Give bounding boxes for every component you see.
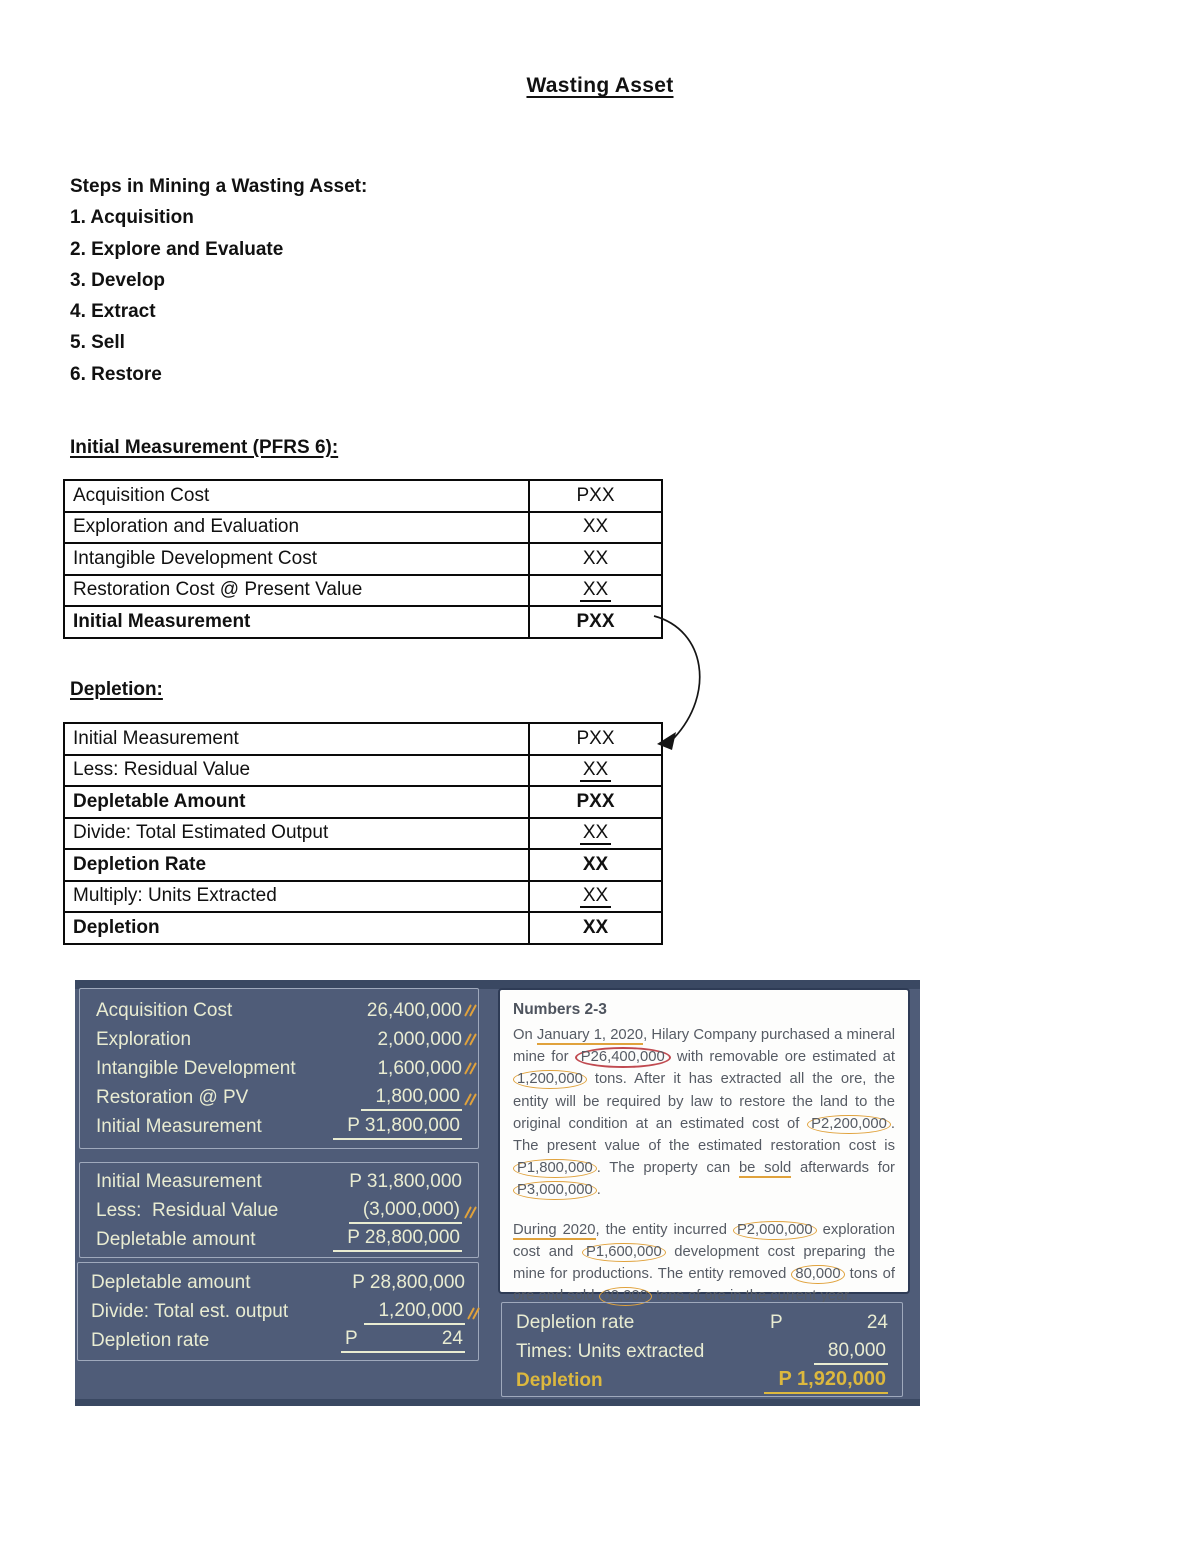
- worksheet-row-label: Exploration: [96, 1028, 192, 1050]
- worksheet-row-value: P 24: [341, 1328, 465, 1353]
- worksheet-row: [96, 996, 462, 1025]
- worksheet-row: [91, 1327, 465, 1356]
- red-ellipse-annotation: P26,400,000: [575, 1047, 671, 1068]
- worksheet-row-label: Depletion: [516, 1369, 603, 1391]
- step-item: 2. Explore and Evaluate: [70, 238, 284, 260]
- check-mark-annotation: [464, 1004, 477, 1017]
- problem-statement: [498, 988, 910, 1305]
- check-mark-annotation: [464, 1033, 477, 1046]
- worksheet-row: [91, 1298, 465, 1327]
- worksheet-row-value: P 24: [770, 1312, 888, 1334]
- row-value: PXX: [529, 723, 662, 755]
- orange-ellipse-annotation: P2,000,000: [733, 1221, 817, 1240]
- table-row: [64, 543, 662, 575]
- worksheet-row-value: P 1,920,000: [764, 1368, 888, 1394]
- worksheet-row-label: Depletable amount: [91, 1272, 251, 1294]
- orange-ellipse-annotation: P1,800,000: [513, 1159, 597, 1178]
- row-label: Multiply: Units Extracted: [64, 881, 529, 913]
- check-mark-annotation: [464, 1206, 477, 1219]
- row-label: Less: Residual Value: [64, 755, 529, 787]
- row-value: XX: [529, 881, 662, 913]
- worksheet-row-label: Restoration @ PV: [96, 1087, 249, 1109]
- table-row: [64, 881, 662, 913]
- orange-ellipse-annotation: P2,200,000: [807, 1115, 891, 1134]
- worksheet-row: [516, 1338, 888, 1367]
- row-label: Depletable Amount: [64, 786, 529, 818]
- table-row: [64, 723, 662, 755]
- orange-underline-annotation: January 1, 2020: [536, 1027, 644, 1043]
- step-item: 5. Sell: [70, 332, 125, 354]
- worksheet-row-label: Times: Units extracted: [516, 1341, 705, 1363]
- row-label: Depletion Rate: [64, 849, 529, 881]
- worksheet-row-label: Initial Measurement: [96, 1171, 262, 1193]
- depletion-heading: Depletion:: [70, 679, 163, 700]
- table-row: [64, 786, 662, 818]
- row-label: Exploration and Evaluation: [64, 512, 529, 544]
- problem-heading: Numbers 2-3: [513, 1001, 607, 1018]
- check-mark-annotation: [467, 1307, 480, 1320]
- worksheet-row: [96, 1226, 462, 1255]
- worksheet-row: [96, 1054, 462, 1083]
- table-row: [64, 512, 662, 544]
- row-value: PXX: [529, 606, 662, 638]
- problem-paragraph-2: During 2020, the entity incurred P2,000,000 exploration cost and P1,600,000 development cost preparing the mine for productions. The entity removed 80,000 tons of ore and sold 60,000 tons of ore in the current year.: [513, 1221, 896, 1305]
- orange-ellipse-annotation: P3,000,000: [513, 1181, 597, 1200]
- worksheet-row: [96, 1084, 462, 1113]
- worksheet-row-label: Depletable amount: [96, 1228, 256, 1250]
- row-label: Depletion: [64, 912, 529, 944]
- worksheet-row-label: Intangible Development: [96, 1057, 296, 1079]
- problem-paragraph-1: On January 1, 2020, Hilary Company purchased a mineral mine for P26,400,000 with removable ore estimated at 1,200,000 tons. After it has extracted all the ore, the entity will be required by law to restore the land to the original condition at an estimated cost of P2,200,000 . The present value of the estimated restoration cost is P1,800,000 . The property can be sold afterwards for P3,000,000 .: [513, 1027, 896, 1199]
- depletion-table: [63, 722, 663, 945]
- depletable-amount-box: [79, 1162, 479, 1258]
- worksheet-row-label: Divide: Total est. output: [91, 1301, 289, 1323]
- worksheet-row-value: 2,000,000: [377, 1029, 462, 1051]
- worksheet-row-label: Initial Measurement: [96, 1116, 262, 1138]
- orange-ellipse-annotation: P1,600,000: [582, 1243, 666, 1262]
- worksheet-row: [516, 1367, 888, 1396]
- orange-ellipse-annotation: 60,000: [599, 1287, 652, 1306]
- row-label: Divide: Total Estimated Output: [64, 818, 529, 850]
- page-title: Wasting Asset: [526, 74, 674, 97]
- orange-ellipse-annotation: 1,200,000: [513, 1070, 587, 1089]
- initial-measurement-box: [79, 988, 479, 1149]
- worksheet-row: [96, 1197, 462, 1226]
- steps-section: [70, 171, 367, 390]
- row-value: XX: [529, 849, 662, 881]
- row-value: XX: [529, 818, 662, 850]
- worksheet-row: [96, 1113, 462, 1142]
- step-item: 4. Extract: [70, 301, 156, 323]
- table-row: [64, 755, 662, 787]
- row-label: Initial Measurement: [64, 723, 529, 755]
- worksheet-row-value: P 31,800,000: [333, 1115, 462, 1140]
- worksheet-panel: [75, 980, 920, 1406]
- worksheet-row-label: Depletion rate: [516, 1312, 635, 1334]
- worksheet-row-value: 1,800,000: [361, 1086, 462, 1111]
- depletion-rate-box: [77, 1262, 479, 1361]
- initial-measurement-table: [63, 479, 663, 639]
- worksheet-row-label: Depletion rate: [91, 1329, 210, 1351]
- worksheet-row: [516, 1309, 888, 1338]
- worksheet-row: [91, 1269, 465, 1298]
- row-value: PXX: [529, 786, 662, 818]
- worksheet-row-label: Less: Residual Value: [96, 1200, 279, 1222]
- row-value: XX: [529, 543, 662, 575]
- step-item: 6. Restore: [70, 363, 162, 385]
- check-mark-annotation: [464, 1062, 477, 1075]
- row-value: XX: [529, 755, 662, 787]
- worksheet-row-label: Acquisition Cost: [96, 999, 233, 1021]
- table-row: [64, 912, 662, 944]
- flow-arrow-connector: [648, 602, 740, 760]
- initial-measurement-heading: Initial Measurement (PFRS 6):: [70, 437, 339, 458]
- row-label: Acquisition Cost: [64, 480, 529, 512]
- worksheet-row: [96, 1168, 462, 1197]
- depletion-computation-box: [501, 1302, 903, 1397]
- table-row: [64, 606, 662, 638]
- table-row: [64, 575, 662, 607]
- worksheet-row-value: P 31,800,000: [349, 1171, 462, 1193]
- table-row: [64, 849, 662, 881]
- worksheet-row-value: (3,000,000): [349, 1199, 462, 1224]
- step-item: 1. Acquisition: [70, 207, 194, 229]
- worksheet-row-value: P 28,800,000: [352, 1272, 465, 1294]
- worksheet-row-value: 80,000: [814, 1340, 888, 1365]
- orange-underline-annotation: During 2020: [513, 1221, 596, 1238]
- row-value: XX: [529, 512, 662, 544]
- row-label: Intangible Development Cost: [64, 543, 529, 575]
- row-label: Initial Measurement: [64, 606, 529, 638]
- table-row: [64, 480, 662, 512]
- row-value: XX: [529, 575, 662, 607]
- worksheet-row-value: 26,400,000: [367, 1000, 462, 1022]
- steps-list: [70, 202, 367, 390]
- orange-underline-annotation: be sold: [738, 1160, 792, 1177]
- row-label: Restoration Cost @ Present Value: [64, 575, 529, 607]
- worksheet-row-value: 1,200,000: [364, 1300, 465, 1325]
- row-value: PXX: [529, 480, 662, 512]
- check-mark-annotation: [464, 1093, 477, 1106]
- steps-heading: Steps in Mining a Wasting Asset:: [70, 176, 368, 197]
- worksheet-row: [96, 1025, 462, 1054]
- orange-ellipse-annotation: 80,000: [791, 1265, 844, 1284]
- worksheet-row-value: P 28,800,000: [333, 1227, 462, 1252]
- worksheet-row-value: 1,600,000: [377, 1058, 462, 1080]
- row-value: XX: [529, 912, 662, 944]
- step-item: 3. Develop: [70, 269, 166, 291]
- table-row: [64, 818, 662, 850]
